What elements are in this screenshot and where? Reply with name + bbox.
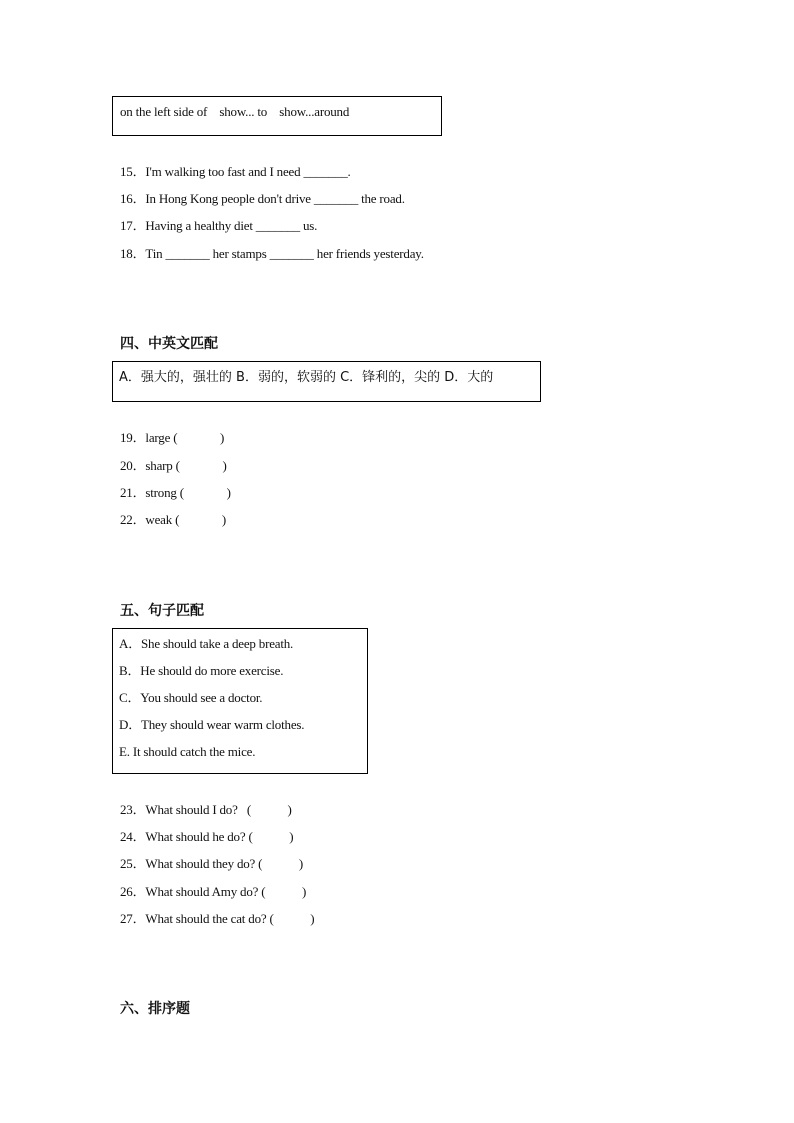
option-a: A．She should take a deep breath. (119, 636, 294, 651)
question-number: 18． (120, 246, 146, 261)
question-text: strong ( ) (145, 485, 231, 500)
section-6-heading: 六、排序题 (120, 1001, 190, 1017)
question-20 (120, 458, 227, 474)
question-24 (120, 829, 293, 845)
question-text: Having a healthy diet _______ us. (145, 218, 318, 233)
question-text: What should I do? ( ) (145, 802, 292, 817)
question-number: 27． (120, 911, 146, 926)
question-21 (120, 485, 231, 501)
question-text: sharp ( ) (145, 458, 227, 473)
question-text: What should the cat do? ( ) (145, 911, 315, 926)
question-text: What should they do? ( ) (145, 856, 304, 871)
question-25 (120, 856, 303, 872)
word-bank-text: on the left side of show... to show...around (120, 104, 350, 119)
question-number: 20． (120, 458, 146, 473)
section-4-heading: 四、中英文匹配 (120, 336, 218, 352)
question-number: 24． (120, 829, 146, 844)
option-b: B．He should do more exercise. (119, 663, 284, 678)
question-text: In Hong Kong people don't drive _______ the road. (145, 191, 405, 206)
question-16 (120, 191, 405, 207)
question-number: 16． (120, 191, 146, 206)
option-d: D．They should wear warm clothes. (119, 717, 305, 732)
question-text: weak ( ) (145, 512, 227, 527)
question-number: 23． (120, 802, 146, 817)
option-c: C．You should see a doctor. (119, 690, 263, 705)
option-e: E. It should catch the mice. (119, 744, 256, 759)
question-18 (120, 246, 424, 262)
question-number: 19． (120, 430, 146, 445)
question-number: 25． (120, 856, 146, 871)
question-23 (120, 802, 292, 818)
question-text: What should he do? ( ) (145, 829, 294, 844)
question-19 (120, 430, 224, 446)
question-number: 17． (120, 218, 146, 233)
question-17 (120, 218, 317, 234)
section-4-options: A．强大的，强壮的 B．弱的，软弱的 C．锋利的，尖的 D．大的 (119, 370, 494, 385)
question-number: 26． (120, 884, 146, 899)
question-number: 22． (120, 512, 146, 527)
question-text: I'm walking too fast and I need _______. (145, 164, 351, 179)
section-5-heading: 五、句子匹配 (120, 603, 204, 619)
question-26 (120, 884, 306, 900)
question-text: What should Amy do? ( ) (145, 884, 307, 899)
question-number: 21． (120, 485, 146, 500)
question-15 (120, 164, 351, 180)
question-22 (120, 512, 226, 528)
question-number: 15． (120, 164, 146, 179)
question-text: Tin _______ her stamps _______ her friends yesterday. (145, 246, 424, 261)
question-text: large ( ) (145, 430, 225, 445)
question-27 (120, 911, 314, 927)
